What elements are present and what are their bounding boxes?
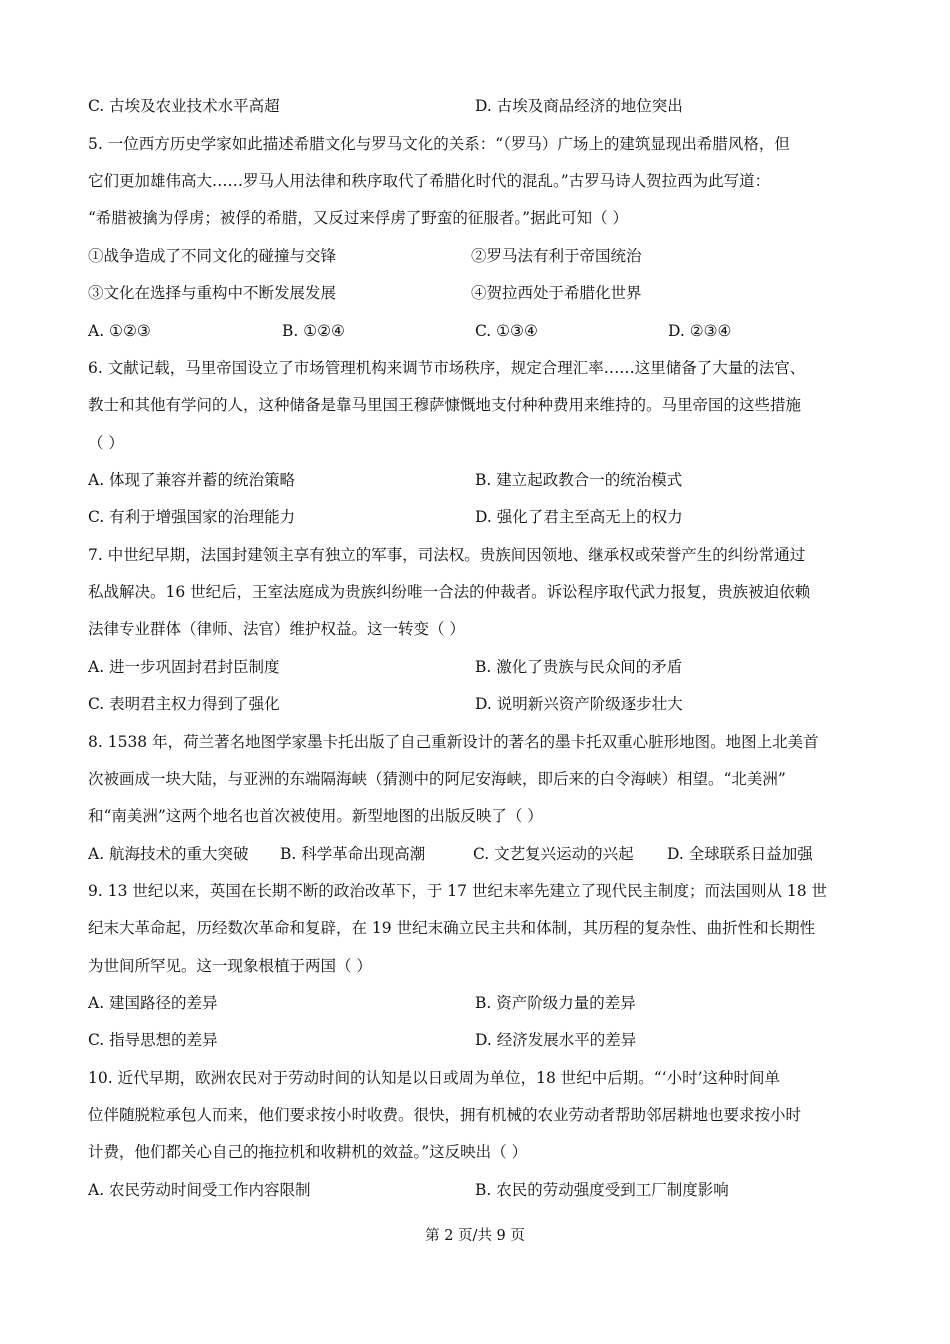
question-9-line-1: 9. 13 世纪以来，英国在长期不断的政治改革下，于 17 世纪末率先建立了现代民主制度；而法国则从 18 世 (88, 882, 828, 900)
question-5-option-b: B. ①②④ (282, 322, 345, 340)
question-10-line-2: 位伴随脱粒承包人而来，他们要求按小时收费。很快，拥有机械的农业劳动者帮助邻居耕地也要求按小时 (88, 1106, 802, 1124)
question-7-line-3: 法律专业群体（律师、法官）维护权益。这一转变（ ） (88, 620, 465, 638)
question-5-option-d: D. ②③④ (668, 322, 732, 340)
question-7-option-d: D. 说明新兴资产阶级逐步壮大 (475, 695, 683, 713)
question-10-option-b: B. 农民的劳动强度受到工厂制度影响 (475, 1181, 729, 1199)
question-10-line-1: 10. 近代早期，欧洲农民对于劳动时间的认知是以日或周为单位，18 世纪中后期。“‘小时’这种时间单 (88, 1069, 781, 1087)
option-d: D. 古埃及商品经济的地位突出 (475, 97, 683, 115)
question-5-line-1: 5. 一位西方历史学家如此描述希腊文化与罗马文化的关系：“（罗马）广场上的建筑显现出希腊风格，但 (88, 135, 790, 153)
question-9-option-a: A. 建国路径的差异 (88, 994, 218, 1012)
question-10-option-a: A. 农民劳动时间受工作内容限制 (88, 1181, 311, 1199)
question-9-option-b: B. 资产阶级力量的差异 (475, 994, 636, 1012)
question-8-option-b: B. 科学革命出现高潮 (280, 845, 426, 863)
question-10-line-3: 计费，他们都关心自己的拖拉机和收耕机的效益。”这反映出（ ） (88, 1143, 528, 1161)
question-5-item-3: ③文化在选择与重构中不断发展发展 (88, 284, 337, 302)
question-9-option-d: D. 经济发展水平的差异 (475, 1031, 637, 1049)
question-6-line-1: 6. 文献记载，马里帝国设立了市场管理机构来调节市场秩序，规定合理汇率……这里储备了大量的法官、 (88, 359, 806, 377)
question-6-option-a: A. 体现了兼容并蓄的统治策略 (88, 471, 296, 489)
question-5-line-3: “希腊被擒为俘虏；被俘的希腊，又反过来俘虏了野蛮的征服者。”据此可知（ ） (88, 209, 629, 227)
question-8-option-a: A. 航海技术的重大突破 (88, 845, 249, 863)
question-6-option-d: D. 强化了君主至高无上的权力 (475, 508, 683, 526)
question-6-option-b: B. 建立起政教合一的统治模式 (475, 471, 683, 489)
question-6-line-2: 教士和其他有学问的人，这种储备是靠马里国王穆萨慷慨地支付种种费用来维持的。马里帝国的这些措施 (88, 396, 802, 414)
question-5-item-2: ②罗马法有利于帝国统治 (471, 247, 642, 265)
question-5-line-2: 它们更加雄伟高大……罗马人用法律和秩序取代了希腊化时代的混乱。”古罗马诗人贺拉西为此写道： (88, 172, 771, 190)
question-5-option-a: A. ①②③ (88, 322, 151, 340)
question-8-option-d: D. 全球联系日益加强 (667, 845, 813, 863)
question-5-option-c: C. ①③④ (475, 322, 538, 340)
question-6-line-3: （ ） (88, 434, 124, 452)
question-5-item-4: ④贺拉西处于希腊化世界 (471, 284, 642, 302)
question-9-line-2: 纪末大革命起，历经数次革命和复辟，在 19 世纪末确立民主共和体制，其历程的复杂性、曲折性和长期性 (88, 919, 816, 937)
question-8-line-3: 和“南美洲”这两个地名也首次被使用。新型地图的出版反映了（ ） (88, 807, 543, 825)
question-7-option-a: A. 进一步巩固封君封臣制度 (88, 658, 280, 676)
question-7-option-c: C. 表明君主权力得到了强化 (88, 695, 280, 713)
question-6-option-c: C. 有利于增强国家的治理能力 (88, 508, 296, 526)
option-c: C. 古埃及农业技术水平高超 (88, 97, 280, 115)
question-9-option-c: C. 指导思想的差异 (88, 1031, 218, 1049)
question-8-option-c: C. 文艺复兴运动的兴起 (473, 845, 634, 863)
question-7-line-1: 7. 中世纪早期，法国封建领主享有独立的军事，司法权。贵族间因领地、继承权或荣誉产生的纠纷常通过 (88, 546, 806, 564)
page-footer: 第 2 页/共 9 页 (425, 1228, 525, 1244)
question-9-line-3: 为世间所罕见。这一现象根植于两国（ ） (88, 957, 372, 975)
question-7-option-b: B. 激化了贵族与民众间的矛盾 (475, 658, 683, 676)
question-5-item-1: ①战争造成了不同文化的碰撞与交锋 (88, 247, 337, 265)
question-8-line-2: 次被画成一块大陆，与亚洲的东端隔海峡（猜测中的阿尼安海峡，即后来的白令海峡）相望。“北美洲” (88, 770, 786, 788)
question-7-line-2: 私战解决。16 世纪后，王室法庭成为贵族纠纷唯一合法的仲裁者。诉讼程序取代武力报复，贵族被迫依赖 (88, 583, 811, 601)
question-8-line-1: 8. 1538 年，荷兰著名地图学家墨卡托出版了自己重新设计的著名的墨卡托双重心脏形地图。地图上北美首 (88, 733, 819, 751)
